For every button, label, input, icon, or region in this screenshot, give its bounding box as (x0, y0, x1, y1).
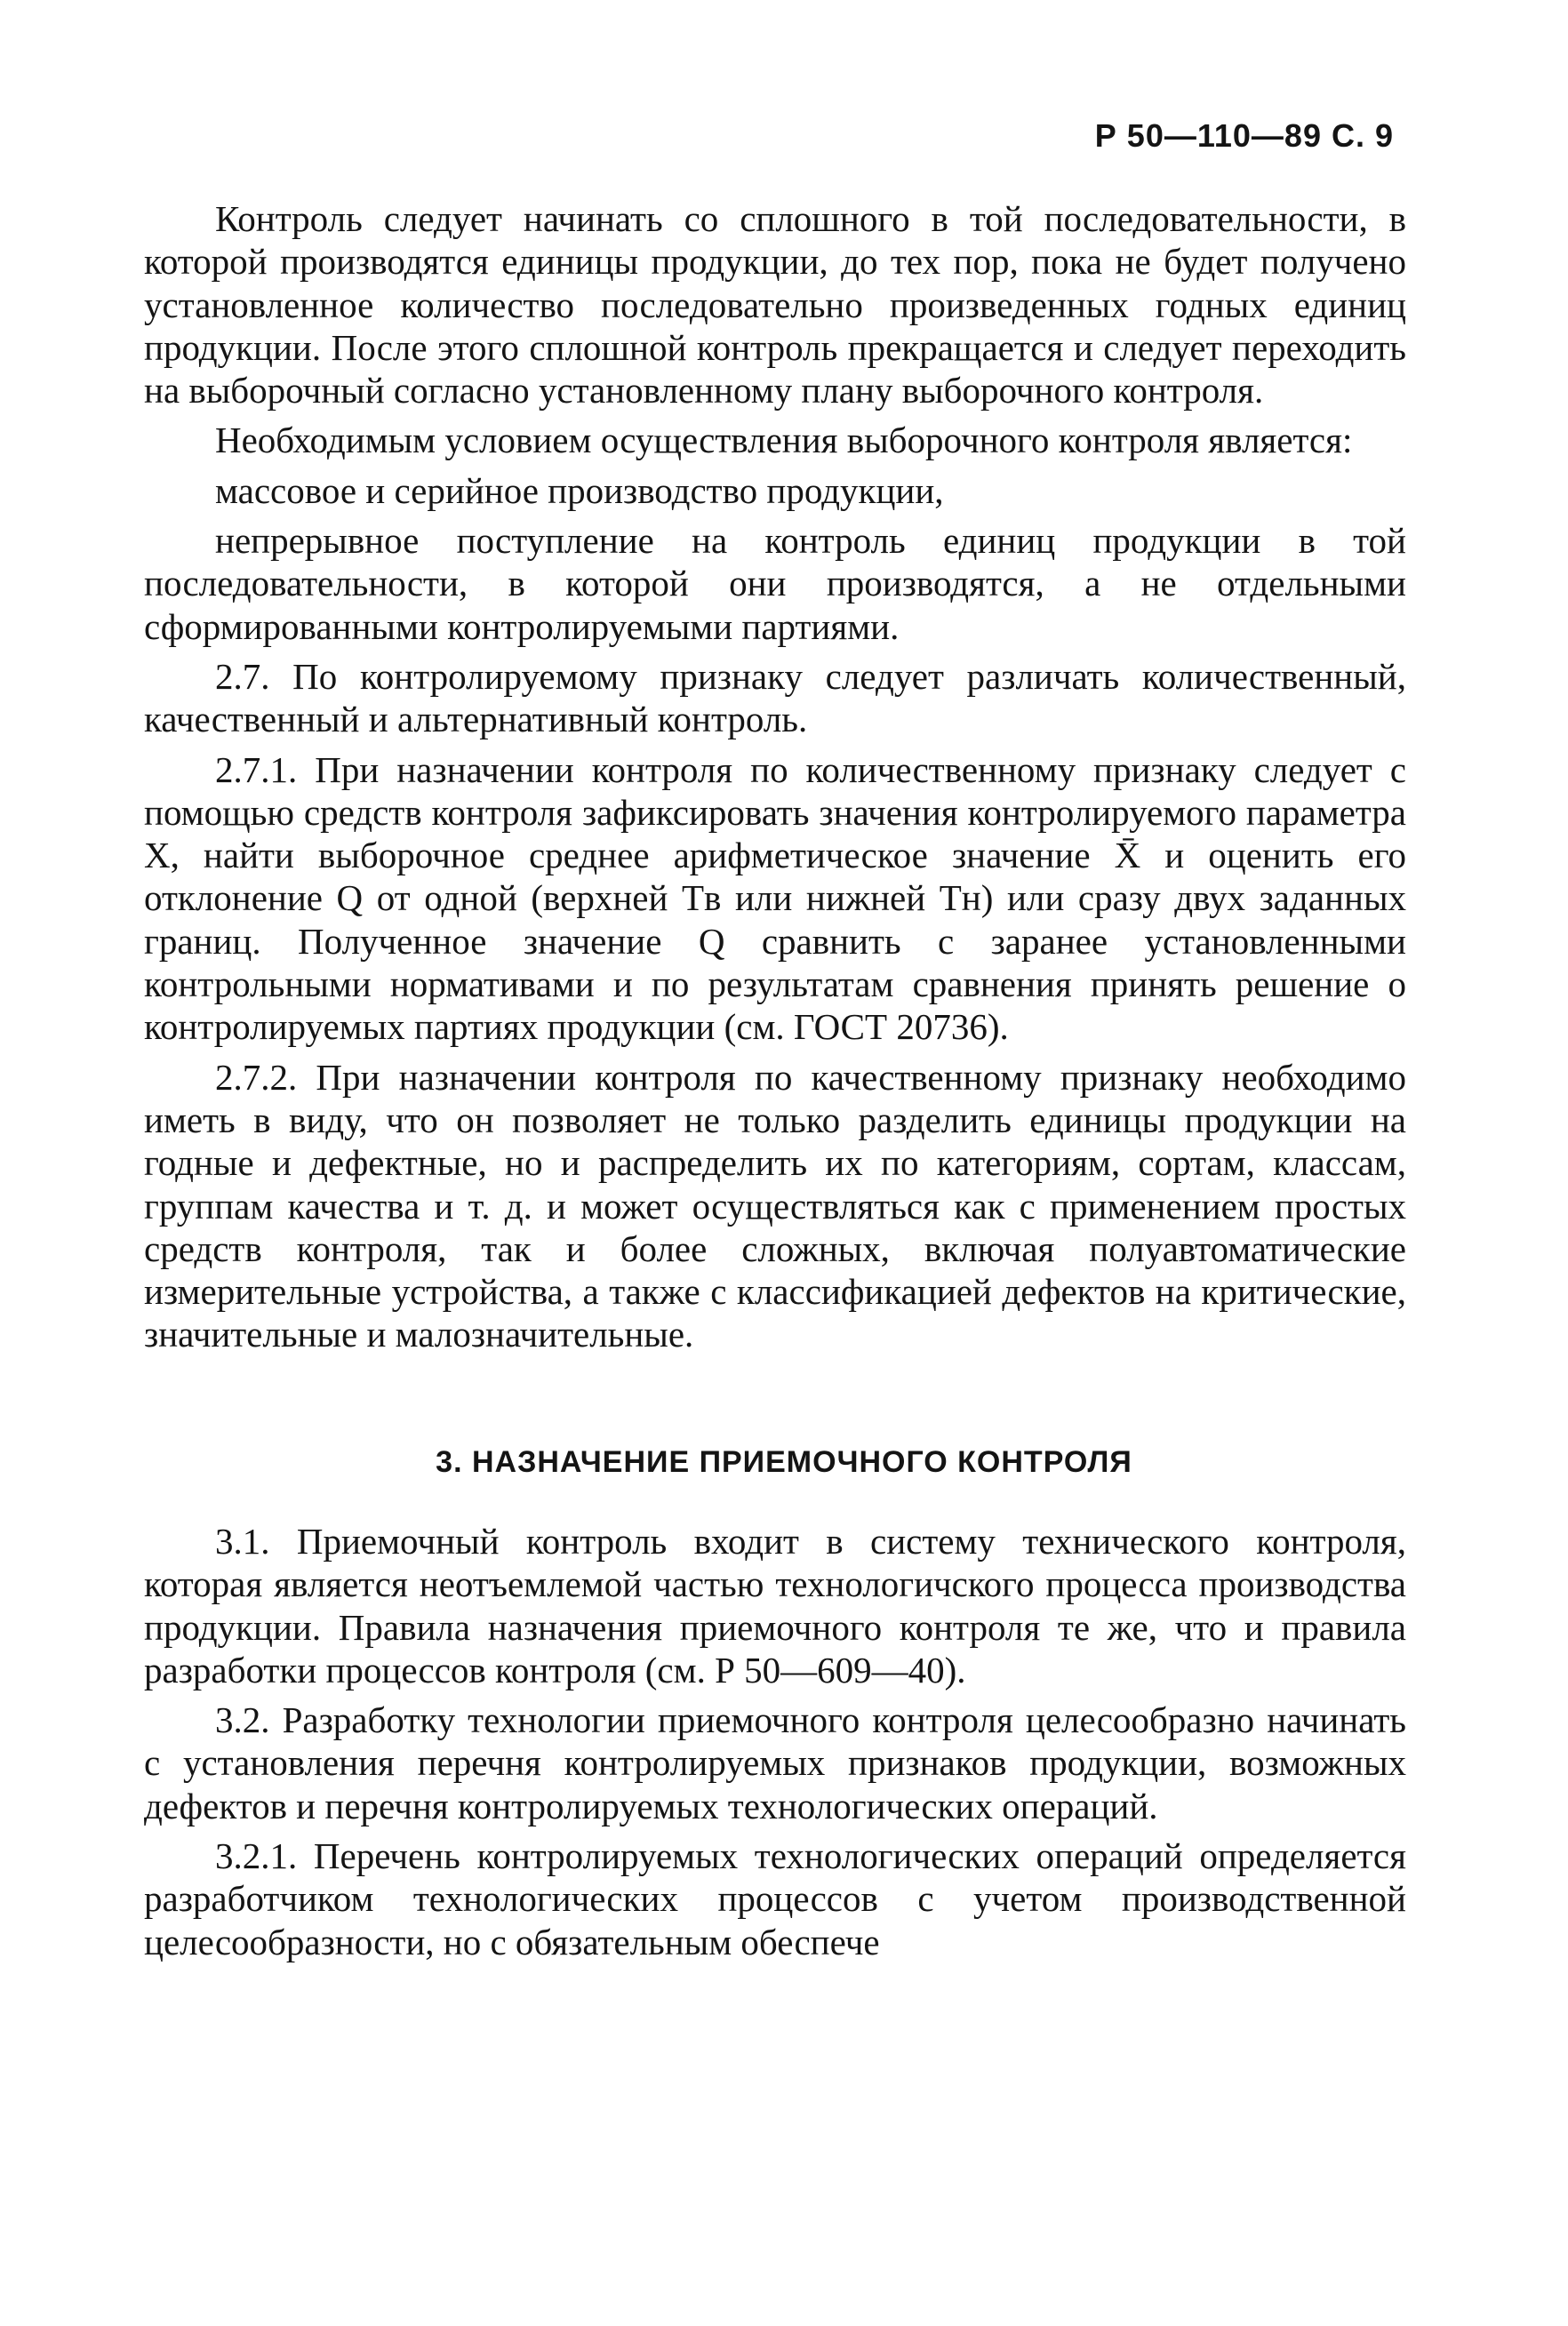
paragraph: 2.7.1. При назначении контроля по количественному признаку следует с помощью средств контроля зафиксировать значения контролируемого параметра X, найти выборочное среднее арифметическое значение X̄ и оценить его отклонение Q от одной (верхней Tв или нижней Tн) или сразу двух заданных границ. Полученное значение Q сравнить с заранее установленными контрольными нормативами и по результатам сравнения принять решение о контролируемых партиях продукции (см. ГОСТ 20736). (144, 748, 1406, 1048)
page-header: Р 50—110—89 С. 9 (1094, 117, 1394, 154)
body-text-section-3 (144, 1520, 1406, 1970)
paragraph: 3.2.1. Перечень контролируемых технологических операций определяется разработчиком технологических процессов с учетом производственной целесообразности, но с обязательным обеспече (144, 1835, 1406, 1962)
paragraph: непрерывное поступление на контроль единиц продукции в той последовательности, в которой они производятся, а не отдельными сформированными контролируемыми партиями. (144, 520, 1406, 647)
paragraph: 2.7.2. При назначении контроля по качественному признаку необходимо иметь в виду, что он позволяет не только разделить единицы продукции на годные и дефектные, но и распределить их по категориям, сортам, классам, группам качества и т. д. и может осуществляться как с применением простых средств контроля, так и более сложных, включая полуавтоматические измерительные устройства, а также с классификацией дефектов на критические, значительные и малозначительные. (144, 1056, 1406, 1355)
paragraph: 3.1. Приемочный контроль входит в систему технического контроля, которая является неотъемлемой частью технологичского процесса производства продукции. Правила назначения приемочного контроля те же, что и правила разработки процессов контроля (см. Р 50—609—40). (144, 1521, 1406, 1691)
paragraph: массовое и серийное производство продукции, (215, 469, 944, 511)
body-text-top (144, 197, 1406, 1363)
paragraph: Контроль следует начинать со сплошного в той последовательности, в которой производятся единицы продукции, до тех пор, пока не будет получено установленное количество последовательно произведенных годных единиц продукции. После этого сплошной контроль прекращается и следует переходить на выборочный согласно установленному плану выборочного контроля. (144, 198, 1406, 412)
section-heading: 3. НАЗНАЧЕНИЕ ПРИЕМОЧНОГО КОНТРОЛЯ (436, 1445, 1132, 1479)
paragraph: 3.2. Разработку технологии приемочного контроля целесообразно начинать с установления перечня контролируемых признаков продукции, возможных дефектов и перечня контролируемых технологических операций. (144, 1699, 1406, 1826)
paragraph: 2.7. По контролируемому признаку следует различать количественный, качественный и альтернативный контроль. (144, 655, 1406, 740)
paragraph: Необходимым условием осуществления выборочного контроля является: (215, 420, 1353, 461)
